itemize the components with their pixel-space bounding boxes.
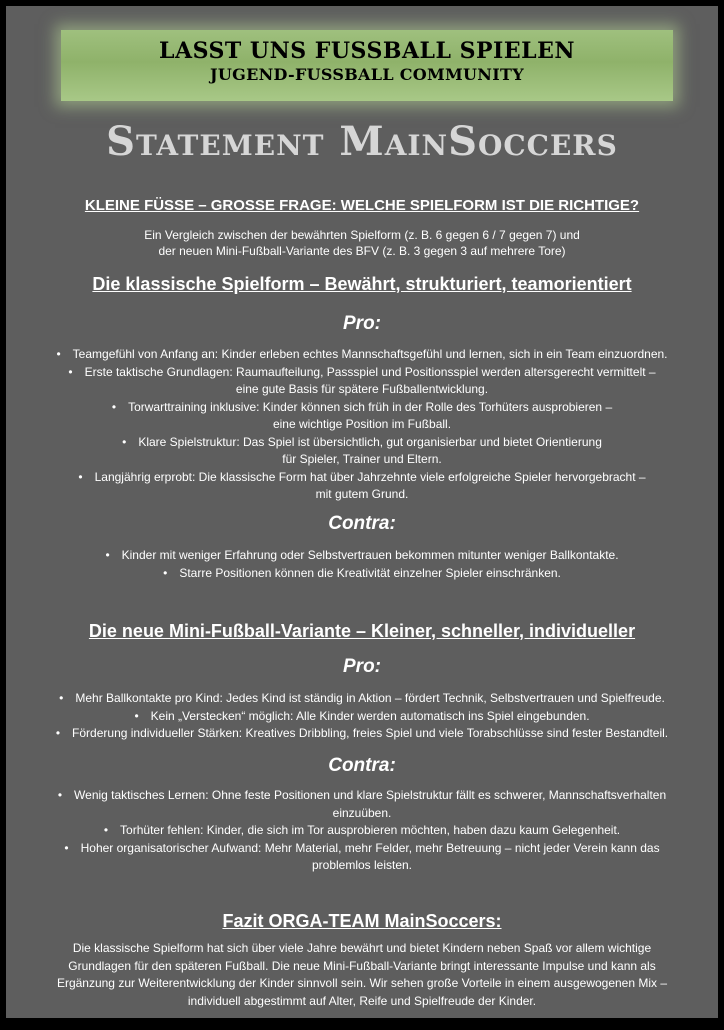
- section-title-classic: Die klassische Spielform – Bewährt, strukturiert, teamorientiert: [92, 274, 632, 294]
- fazit-title: Fazit ORGA-TEAM MainSoccers:: [222, 911, 502, 931]
- mini-contra-list: [6, 787, 718, 875]
- list-item-continuation: problemlos leisten.: [311, 858, 413, 872]
- list-item: • Starre Positionen können die Kreativität einzelner Spieler einschränken.: [6, 565, 718, 583]
- section-title-mini: Die neue Mini-Fußball-Variante – Kleiner, schneller, individueller: [88, 621, 636, 641]
- list-item: • Förderung individueller Stärken: Kreatives Dribbling, freies Spiel und viele Torabschlüsse sind fester Bestandteil.: [6, 725, 718, 743]
- list-item: • Kinder mit weniger Erfahrung oder Selbstvertrauen bekommen mitunter weniger Ballkontakte.: [6, 547, 718, 565]
- intro-text: [6, 227, 718, 259]
- list-item: • Torwarttraining inklusive: Kinder können sich früh in der Rolle des Torhüters ausprobieren –: [6, 399, 718, 417]
- list-item: • Mehr Ballkontakte pro Kind: Jedes Kind ist ständig in Aktion – fördert Technik, Selbstvertrauen und Spielfreude.: [6, 690, 718, 708]
- classic-contra-heading: Contra:: [328, 513, 396, 534]
- list-item: • Wenig taktisches Lernen: Ohne feste Positionen und klare Spielstruktur fällt es schwerer, Mannschaftsverhalten: [6, 787, 718, 805]
- list-item-continuation: mit gutem Grund.: [315, 487, 409, 501]
- fazit-line: individuell abgestimmt auf Alter, Reife und Spielfreude der Kinder.: [187, 993, 537, 1008]
- poster: [6, 6, 718, 1018]
- list-item: • Klare Spielstruktur: Das Spiel ist übersichtlich, gut organisierbar und bietet Orientierung: [6, 434, 718, 452]
- fazit-line: Ergänzung zur Weiterentwicklung der Kinder sinnvoll sein. Wir sehen große Vorteile in einem ausgewogenen Mix –: [56, 976, 668, 990]
- list-item: • Erste taktische Grundlagen: Raumaufteilung, Passspiel und Positionsspiel werden altersgerecht vermittelt –: [6, 364, 718, 382]
- headline: KLEINE FÜSSE – GROSSE FRAGE: WELCHE SPIELFORM IST DIE RICHTIGE?: [84, 197, 640, 214]
- list-item: • Langjährig erprobt: Die klassische Form hat über Jahrzehnte viele erfolgreiche Spieler hervorgebracht –: [6, 469, 718, 487]
- banner-subtitle: JUGEND-FUSSBALL COMMUNITY: [210, 65, 524, 84]
- fazit-line: Grundlagen für den späteren Fußball. Die neue Mini-Fußball-Variante bringt interessante Impulse und kann als: [68, 958, 656, 973]
- fazit-text: [16, 940, 708, 1010]
- fazit-line: Die klassische Spielform hat sich über viele Jahre bewährt und bietet Kindern neben Spaß vor allem wichtige: [72, 941, 652, 955]
- list-item-continuation: für Spieler, Trainer und Eltern.: [282, 452, 442, 466]
- classic-contra-list: [6, 547, 718, 582]
- classic-pro-list: [6, 346, 718, 504]
- list-item: • Teamgefühl von Anfang an: Kinder erleben echtes Mannschaftsgefühl und lernen, sich in ein Team einzuordnen.: [6, 346, 718, 364]
- classic-pro-heading: Pro:: [343, 313, 381, 334]
- intro-line: Ein Vergleich zwischen der bewährten Spielform (z. B. 6 gegen 6 / 7 gegen 7) und: [144, 228, 580, 242]
- list-item: • Torhüter fehlen: Kinder, die sich im Tor ausprobieren möchten, haben dazu kaum Gelegenheit.: [6, 822, 718, 840]
- intro-line: der neuen Mini-Fußball-Variante des BFV (z. B. 3 gegen 3 auf mehrere Tore): [158, 244, 566, 258]
- mini-pro-list: [6, 690, 718, 743]
- page-title: Statement MainSoccers: [106, 118, 618, 165]
- list-item-continuation: eine wichtige Position im Fußball.: [272, 417, 452, 431]
- list-item-continuation: eine gute Basis für spätere Fußballentwicklung.: [235, 382, 489, 396]
- mini-pro-heading: Pro:: [343, 656, 381, 677]
- header-banner: [61, 30, 673, 101]
- banner-title: LASST UNS FUSSBALL SPIELEN: [159, 38, 575, 64]
- mini-contra-heading: Contra:: [328, 755, 396, 776]
- list-item: • Hoher organisatorischer Aufwand: Mehr Material, mehr Felder, mehr Betreuung – nicht jeder Verein kann das: [6, 840, 718, 858]
- list-item: • Kein „Verstecken“ möglich: Alle Kinder werden automatisch ins Spiel eingebunden.: [6, 708, 718, 726]
- list-item-continuation: einzuüben.: [332, 805, 392, 820]
